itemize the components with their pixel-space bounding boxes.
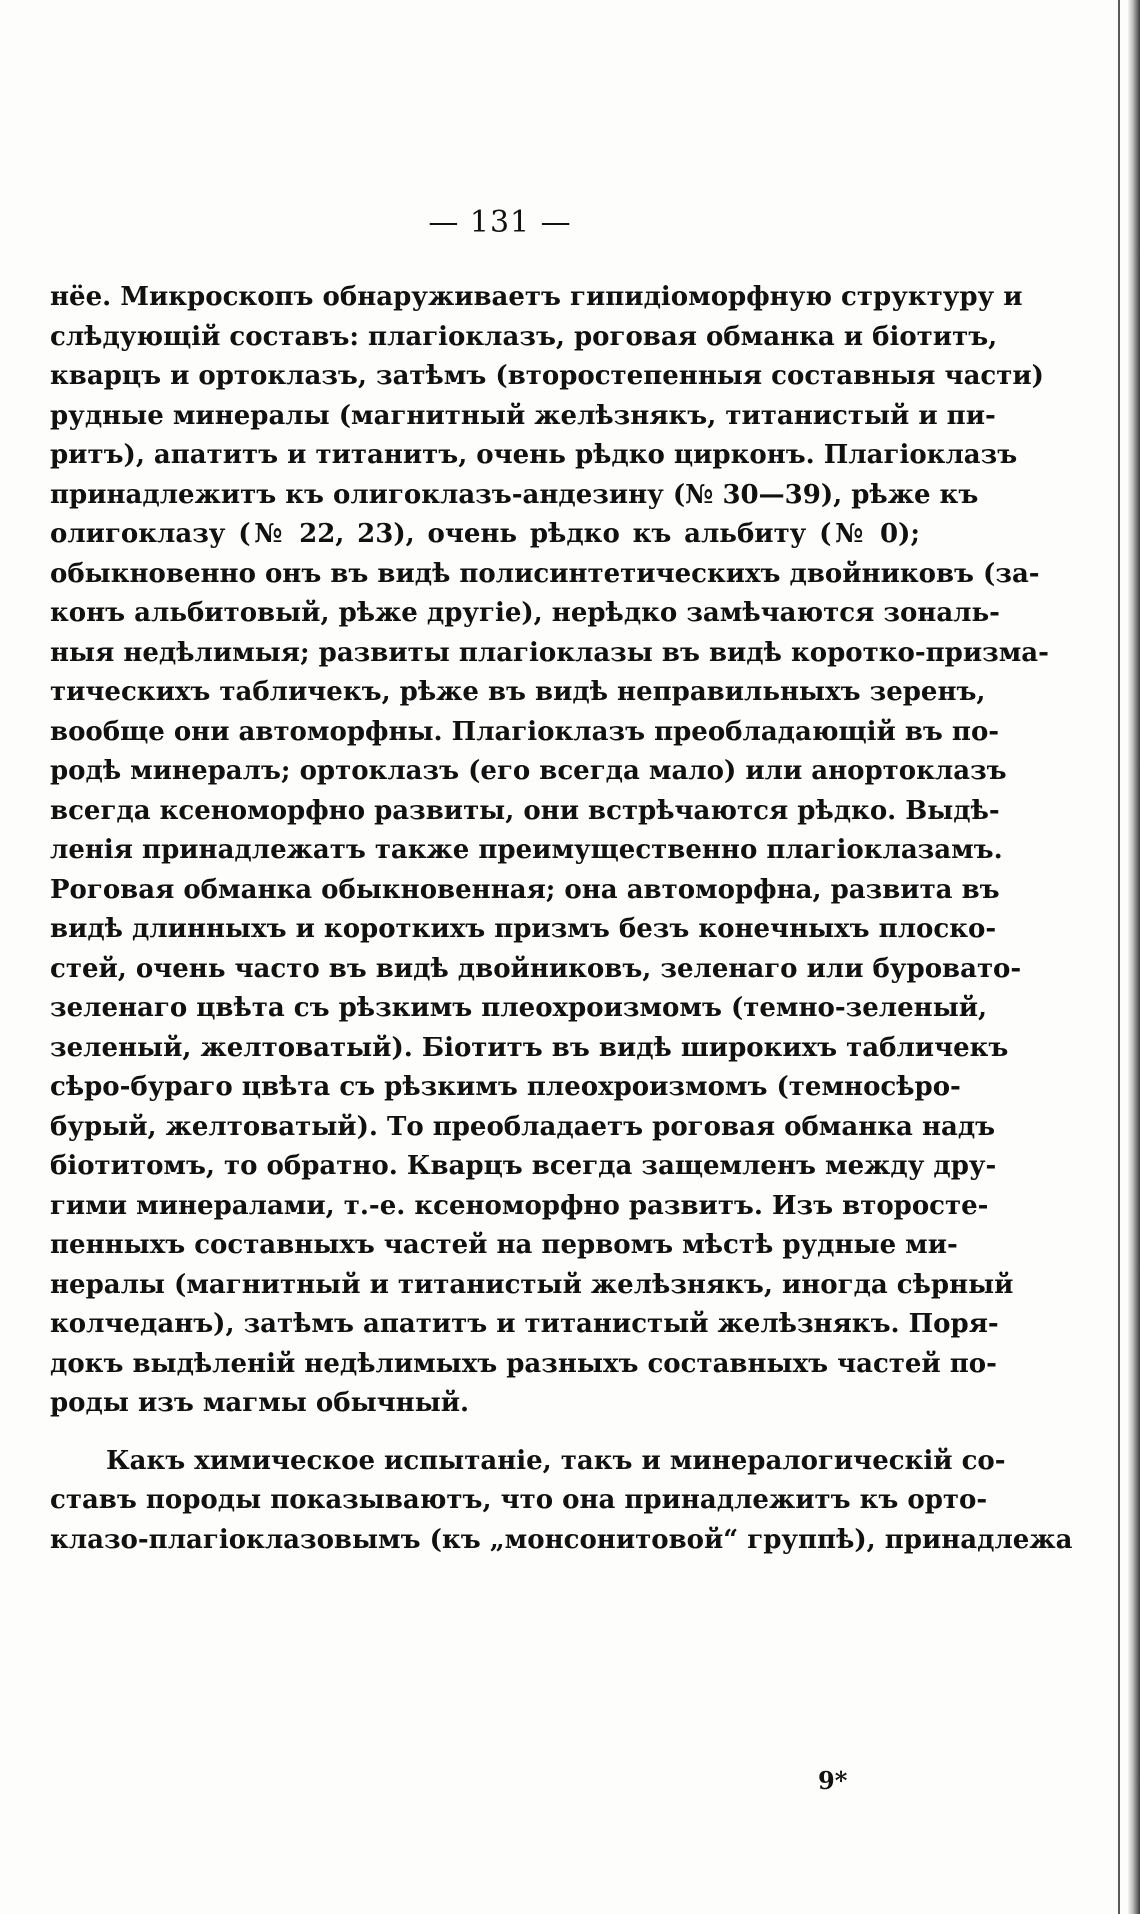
text-line: всегда ксеноморфно развиты, они встрѣчаются рѣдко. Выдѣ-: [50, 795, 1000, 826]
text-line: тическихъ табличекъ, рѣже въ видѣ неправильныхъ зеренъ,: [50, 677, 986, 707]
text-line: рудные минералы (магнитный желѣзнякъ, титанистый и пи-: [50, 400, 996, 431]
text-line: олигоклазу (№ 22, 23), очень рѣдко къ альбиту (№ 0);: [50, 519, 920, 549]
text-line: клазо-плагіоклазовымъ (къ „монсонитовой“ группѣ), принадлежа: [50, 1524, 1073, 1555]
text-line: нералы (магнитный и титанистый желѣзнякъ, иногда сѣрный: [50, 1269, 1014, 1300]
text-line: біотитомъ, то обратно. Кварцъ всегда защемленъ между дру-: [50, 1151, 997, 1181]
paragraph-1: [50, 278, 1049, 1424]
text-line: обыкновенно онъ въ видѣ полисинтетическихъ двойниковъ (за-: [50, 558, 1040, 589]
signature-mark: 9*: [818, 1766, 848, 1795]
text-line: ритъ), апатитъ и титанитъ, очень рѣдко цирконъ. Плагіоклазъ: [50, 440, 1018, 470]
text-line: ленія принадлежатъ также преимущественно плагіоклазамъ.: [50, 835, 1003, 865]
text-line: роды изъ магмы обычный.: [50, 1388, 470, 1418]
page-number: — 131 —: [428, 205, 572, 240]
text-line: Какъ химическое испытаніе, такъ и минералогическій со-: [106, 1445, 1006, 1476]
text-line: бурый, желтоватый). То преобладаетъ роговая обманка надъ: [50, 1111, 996, 1142]
paragraph-2: [50, 1442, 1073, 1561]
text-line: нёе. Микроскопъ обнаруживаетъ гипидіоморфную структуру и: [50, 282, 1023, 312]
scan-edge-line: [1118, 0, 1120, 1914]
text-line: стей, очень часто въ видѣ двойниковъ, зеленаго или буровато-: [50, 953, 1022, 984]
text-line: колчеданъ), затѣмъ апатитъ и титанистый желѣзнякъ. Поря-: [50, 1309, 999, 1339]
text-line: зеленый, желтоватый). Біотитъ въ видѣ широкихъ табличекъ: [50, 1032, 1009, 1063]
text-line: ставъ породы показываютъ, что она принадлежитъ къ орто-: [50, 1485, 988, 1515]
text-line: докъ выдѣленій недѣлимыхъ разныхъ составныхъ частей по-: [50, 1348, 997, 1379]
text-line: ныя недѣлимыя; развиты плагіоклазы въ видѣ коротко-призма-: [50, 637, 1049, 668]
scan-edge-shadow: [1128, 0, 1140, 1914]
paragraph-gap: [50, 1424, 920, 1442]
text-line: видѣ длинныхъ и короткихъ призмъ безъ конечныхъ плоско-: [50, 914, 997, 944]
text-line: принадлежитъ къ олигоклазъ-андезину (№ 30—39), рѣже къ: [50, 479, 979, 510]
body-text: [50, 278, 1073, 1560]
text-line: вообще они автоморфны. Плагіоклазъ преобладающій въ по-: [50, 716, 1000, 747]
text-line: кварцъ и ортоклазъ, затѣмъ (второстепенныя составныя части): [50, 361, 1044, 391]
text-line: Роговая обманка обыкновенная; она автоморфна, развита въ: [50, 874, 1000, 905]
text-line: родѣ минералъ; ортоклазъ (его всегда мало) или анортоклазъ: [50, 756, 1007, 786]
text-line: зеленаго цвѣта съ рѣзкимъ плеохроизмомъ (темно-зеленый,: [50, 993, 988, 1023]
text-line: слѣдующій составъ: плагіоклазъ, роговая обманка и біотитъ,: [50, 321, 998, 352]
text-line: сѣро-бураго цвѣта съ рѣзкимъ плеохроизмомъ (темносѣро-: [50, 1072, 961, 1102]
text-line: пенныхъ составныхъ частей на первомъ мѣстѣ рудные ми-: [50, 1230, 958, 1260]
text-line: гими минералами, т.-е. ксеноморфно развитъ. Изъ второсте-: [50, 1190, 989, 1221]
text-line: конъ альбитовый, рѣже другіе), нерѣдко замѣчаются зональ-: [50, 598, 1000, 628]
